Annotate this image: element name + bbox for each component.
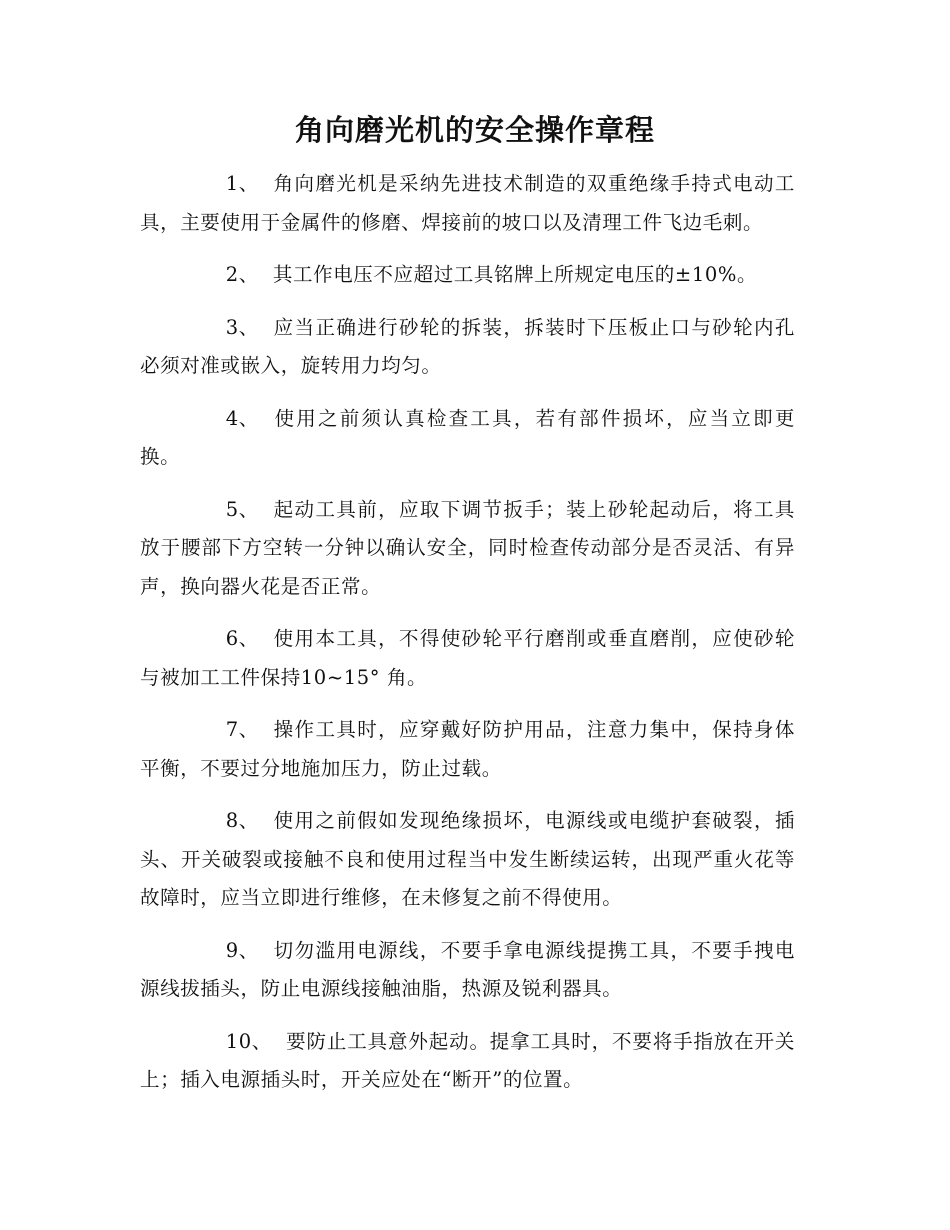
list-item [140, 165, 795, 242]
item-number: 4、 [225, 406, 259, 430]
item-text: 应当正确进行砂轮的拆装，拆装时下压板止口与砂轮内孔必须对准或嵌入，旋转用力均匀。 [140, 315, 795, 377]
item-text: 起动工具前，应取下调节扳手；装上砂轮起动后，将工具放于腰部下方空转一分钟以确认安全，同时检查传动部分是否灵活、有异声，换向器火花是否正常。 [140, 497, 795, 598]
item-number: 6、 [225, 627, 259, 650]
item-text: 角向磨光机是采纳先进技术制造的双重绝缘手持式电动工具，主要使用于金属件的修磨、焊接前的坡口以及清理工件飞边毛刺。 [140, 172, 795, 234]
document-title: 角向磨光机的安全操作章程 [294, 113, 655, 147]
item-number: 7、 [225, 718, 259, 741]
item-number: 9、 [225, 938, 259, 962]
list-item [140, 400, 795, 477]
list-item [140, 1023, 795, 1100]
item-number: 8、 [225, 809, 259, 832]
list-item [140, 256, 795, 295]
item-text: 要防止工具意外起动。提拿工具时，不要将手指放在开关上；插入电源插头时，开关应处在“断开”的位置。 [140, 1029, 795, 1091]
item-text: 操作工具时，应穿戴好防护用品，注意力集中，保持身体平衡，不要过分地施加压力，防止过载。 [140, 718, 795, 780]
item-number: 3、 [225, 315, 259, 339]
item-text: 其工作电压不应超过工具铭牌上所规定电压的±10%。 [272, 263, 758, 286]
document-body [140, 165, 795, 1114]
item-number: 2、 [225, 263, 259, 286]
item-text: 使用本工具，不得使砂轮平行磨削或垂直磨削，应使砂轮与被加工工件保持10~15° 角。 [140, 627, 795, 689]
list-item [140, 620, 795, 697]
list-item [140, 711, 795, 788]
list-item [140, 491, 795, 607]
item-number: 5、 [225, 497, 259, 521]
list-item [140, 309, 795, 386]
list-item [140, 932, 795, 1009]
item-number: 10、 [225, 1029, 272, 1053]
list-item [140, 802, 795, 918]
item-text: 使用之前须认真检查工具，若有部件损坏，应当立即更换。 [140, 406, 795, 468]
item-text: 使用之前假如发现绝缘损坏，电源线或电缆护套破裂，插头、开关破裂或接触不良和使用过程当中发生断续运转，出现严重火花等故障时，应当立即进行维修，在未修复之前不得使用。 [140, 809, 795, 909]
item-number: 1、 [225, 172, 259, 195]
item-text: 切勿滥用电源线，不要手拿电源线提携工具，不要手拽电源线拔插头，防止电源线接触油脂，热源及锐利器具。 [140, 938, 795, 1000]
